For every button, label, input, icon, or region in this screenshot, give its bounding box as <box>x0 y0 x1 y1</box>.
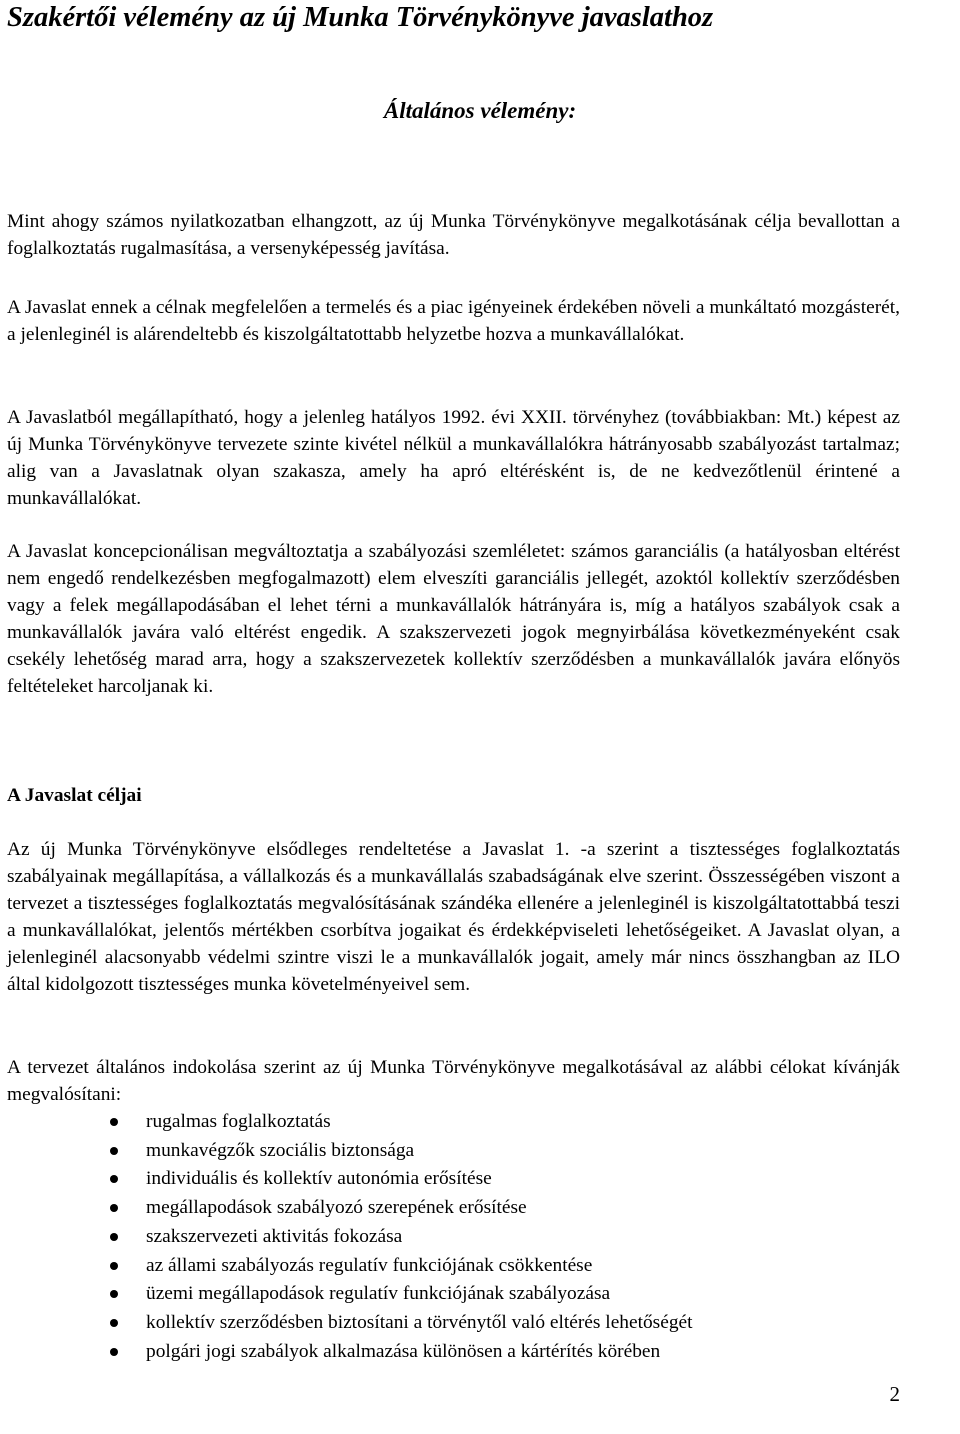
bullet-icon <box>110 1118 118 1126</box>
bullet-icon <box>110 1262 118 1270</box>
bullet-icon <box>110 1147 118 1155</box>
list-item-text: munkavégzők szociális biztonsága <box>146 1139 415 1161</box>
list-item <box>0 1280 693 1309</box>
list-item-text: polgári jogi szabályok alkalmazása különösen a kártérítés körében <box>146 1340 661 1362</box>
list-item <box>0 1309 693 1338</box>
paragraph-regulatory-approach: A Javaslat koncepcionálisan megváltoztatja a szabályozási szemléletet: számos garanciális (a hatályosban eltérést nem engedő rendelkezésben megfogalmazott) elem elveszíti garanciális jellegét, azoktól kollektív szerződésben vagy a felek megállapodásában el lehet térni a munkavállalók hátrányára is, míg a hatályos szabályok csak a munkavállalók javára való eltérést engedik. A szakszervezeti jogok megnyirbálása következményeként csak csekély lehetőség marad arra, hogy a szakszervezetek kollektív szerződésben a munkavállalók javára előnyös feltételeket harcoljanak ki. <box>7 541 900 697</box>
paragraph-employer-latitude: A Javaslat ennek a célnak megfelelően a termelés és a piac igényeinek érdekében növeli a munkáltató mozgásterét, a jelenleginél is alárendeltebb és kiszolgáltatottabb helyzetbe hozva a munkavállalókat. <box>7 297 900 345</box>
list-item <box>0 1194 693 1223</box>
paragraph-intro: Mint ahogy számos nyilatkozatban elhangzott, az új Munka Törvénykönyve megalkotásának célja bevallottan a foglalkoztatás rugalmasítása, a versenyképesség javítása. <box>7 211 900 259</box>
bullet-icon <box>110 1290 118 1298</box>
page-number: 2 <box>889 1382 900 1406</box>
bullet-icon <box>110 1175 118 1183</box>
paragraph-goals-intro: A tervezet általános indokolása szerint az új Munka Törvénykönyve megalkotásával az alábbi célokat kívánják megvalósítani: <box>7 1057 900 1105</box>
list-item <box>0 1108 693 1137</box>
document-title: Szakértői vélemény az új Munka Törvénykönyve javaslathoz <box>7 2 714 33</box>
section-heading-goals: A Javaslat céljai <box>7 785 142 806</box>
paragraph-comparison-mt: A Javaslatból megállapítható, hogy a jelenleg hatályos 1992. évi XXII. törvényhez (továbbiakban: Mt.) képest az új Munka Törvénykönyve tervezete szinte kivétel nélkül a munkavállalókra hátrányosabb szabályozást tartalmaz; alig van a Javaslatnak olyan szakasza, amely ha apró eltérésként is, de ne kedvezőtlenül érintené a munkavállalókat. <box>7 407 900 509</box>
list-item <box>0 1137 693 1166</box>
list-item-text: kollektív szerződésben biztosítani a törvénytől való eltérés lehetőségét <box>146 1311 693 1333</box>
bullet-icon <box>110 1319 118 1327</box>
bullet-icon <box>110 1348 118 1356</box>
list-item <box>0 1223 693 1252</box>
list-item <box>0 1165 693 1194</box>
list-item-text: rugalmas foglalkoztatás <box>146 1111 331 1132</box>
goals-list <box>0 1108 693 1366</box>
list-item-text: szakszervezeti aktivitás fokozása <box>146 1225 403 1247</box>
list-item <box>0 1252 693 1281</box>
list-item-text: individuális és kollektív autonómia erősítése <box>146 1168 492 1190</box>
bullet-icon <box>110 1204 118 1212</box>
bullet-icon <box>110 1233 118 1241</box>
section-title-general-opinion: Általános vélemény: <box>383 98 577 123</box>
list-item-text: az állami szabályozás regulatív funkciójának csökkentése <box>146 1254 593 1276</box>
list-item <box>0 1338 693 1367</box>
list-item-text: megállapodások szabályozó szerepének erősítése <box>146 1197 527 1219</box>
list-item-text: üzemi megállapodások regulatív funkciójának szabályozása <box>146 1283 611 1305</box>
paragraph-primary-purpose: Az új Munka Törvénykönyve elsődleges rendeltetése a Javaslat 1. -a szerint a tisztességes foglalkoztatás szabályainak megállapítása, a vállalkozás és a munkavállalás szabadságának elve szerint. Összességében viszont a tervezet a tisztességes foglalkoztatás megvalósításának szándéka ellenére a jelenleginél is kiszolgáltatottabbá teszi a munkavállalókat, jelentős mértékben csorbítva jogaikat és érdekképviseleti lehetőségeiket. A Javaslat olyan, a jelenleginél alacsonyabb védelmi szintre viszi le a munkavállalók jogait, amely már nincs összhangban az ILO által kidolgozott tisztességes munka követelményeivel sem. <box>7 839 900 995</box>
